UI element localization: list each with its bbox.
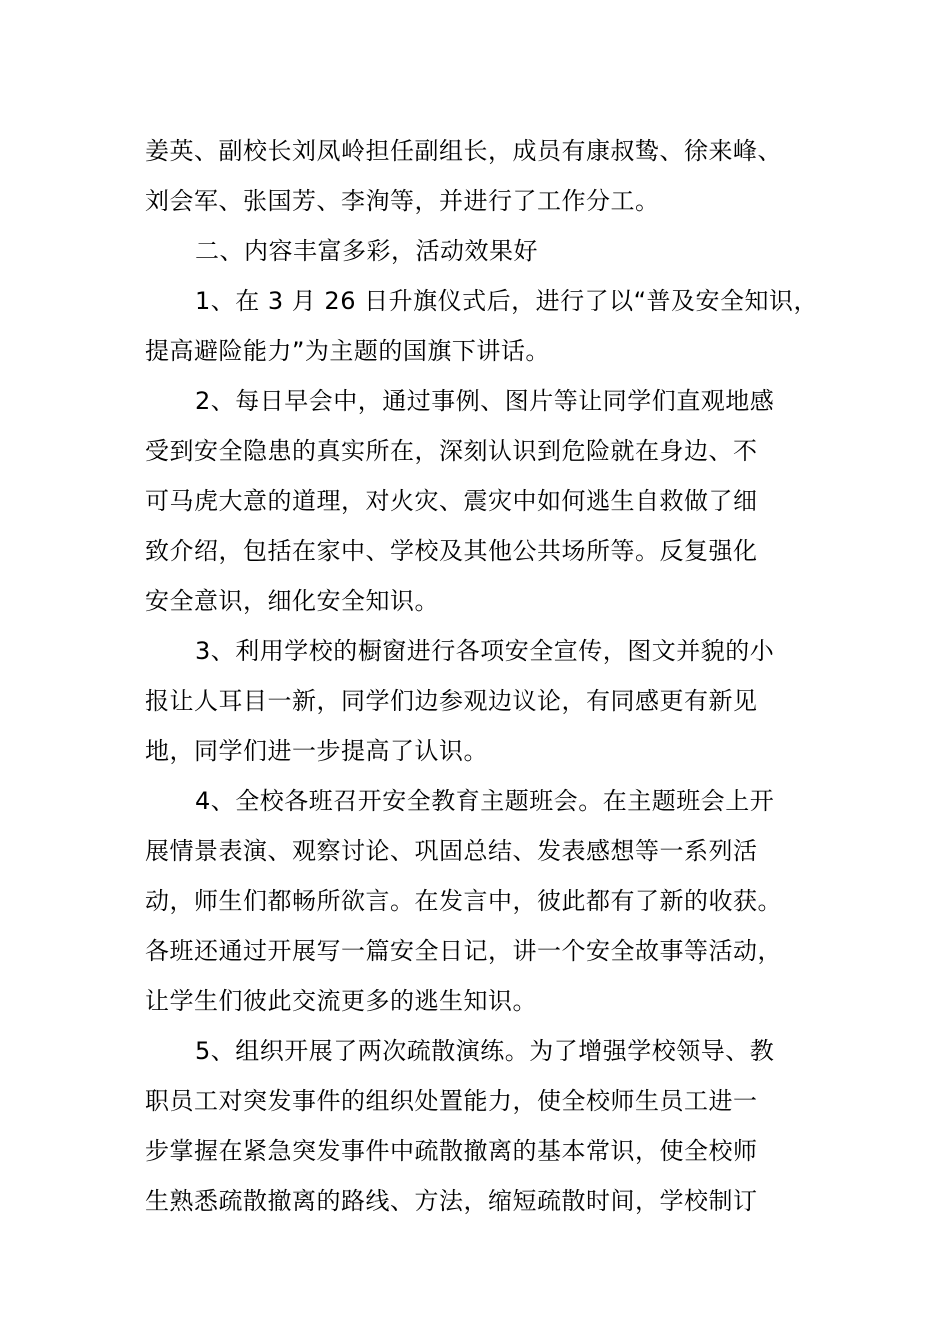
text-line: 报让人耳目一新，同学们边参观边议论，有同感更有新见 (145, 687, 758, 715)
text-line: 展情景表演、观察讨论、巩固总结、发表感想等一系列活 (145, 837, 758, 865)
text-line: 安全意识，细化安全知识。 (145, 587, 439, 615)
text-line: 步掌握在紧急突发事件中疏散撤离的基本常识，使全校师 (145, 1137, 758, 1165)
text-line: 生熟悉疏散撤离的路线、方法，缩短疏散时间，学校制订 (145, 1187, 758, 1215)
text-line: 地，同学们进一步提高了认识。 (145, 737, 488, 765)
text-line: 刘会军、张国芳、李洵等，并进行了工作分工。 (145, 187, 660, 215)
text-line: 可马虎大意的道理，对火灾、震灾中如何逃生自救做了细 (145, 487, 758, 515)
text-line: 1、在 3 月 26 日升旗仪式后，进行了以“普及安全知识， (195, 287, 819, 315)
text-line: 动，师生们都畅所欲言。在发言中，彼此都有了新的收获。 (145, 887, 782, 915)
text-line: 4、全校各班召开安全教育主题班会。在主题班会上开 (195, 787, 775, 815)
text-line: 各班还通过开展写一篇安全日记，讲一个安全故事等活动， (145, 937, 782, 965)
text-line: 受到安全隐患的真实所在，深刻认识到危险就在身边、不 (145, 437, 758, 465)
text-line: 姜英、副校长刘凤岭担任副组长，成员有康叔鸷、徐来峰、 (145, 137, 782, 165)
text-line: 致介绍，包括在家中、学校及其他公共场所等。反复强化 (145, 537, 758, 565)
text-line: 提高避险能力”为主题的国旗下讲话。 (145, 337, 550, 365)
text-line: 5、组织开展了两次疏散演练。为了增强学校领导、教 (195, 1037, 775, 1065)
text-line: 让学生们彼此交流更多的逃生知识。 (145, 987, 537, 1015)
text-line: 2、每日早会中，通过事例、图片等让同学们直观地感 (195, 387, 775, 415)
text-line: 3、利用学校的橱窗进行各项安全宣传，图文并貌的小 (195, 637, 775, 665)
section-heading: 二、内容丰富多彩，活动效果好 (195, 237, 538, 265)
text-line: 职员工对突发事件的组织处置能力，使全校师生员工进一 (145, 1087, 758, 1115)
